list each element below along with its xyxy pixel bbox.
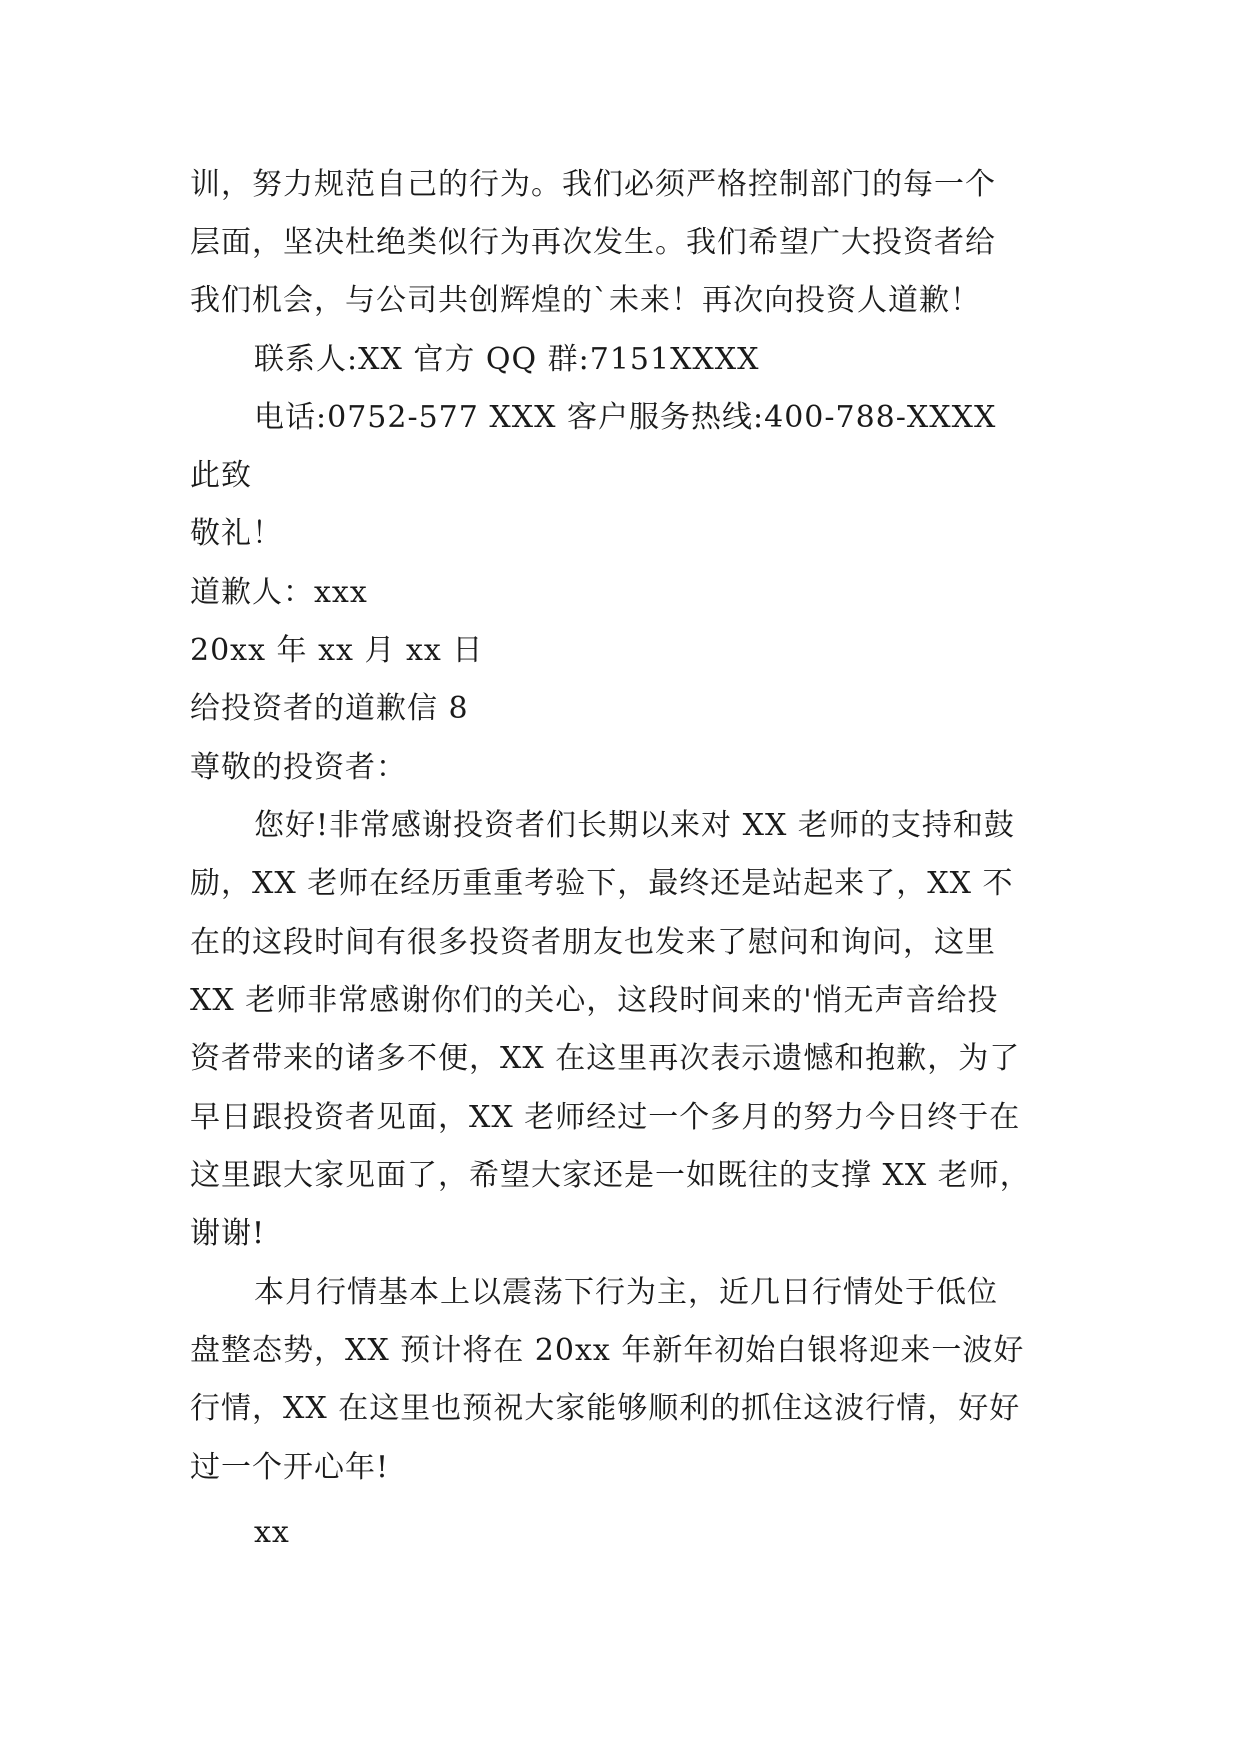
paragraph-2-line-3: 在的这段时间有很多投资者朋友也发来了慰问和询问，这里 (190, 925, 996, 960)
contact-line: 联系人:XX 官方 QQ 群:7151XXXX (254, 342, 760, 377)
paragraph-1-line-3: 我们机会，与公司共创辉煌的`未来！再次向投资人道歉！ (190, 283, 981, 318)
paragraph-2-line-6: 早日跟投资者见面，XX 老师经过一个多月的努力今日终于在 (190, 1100, 1021, 1135)
salutation: 尊敬的投资者： (190, 750, 407, 785)
apologizer-line: 道歉人：xxx (190, 575, 368, 610)
closing-salute: 敬礼！ (190, 516, 283, 551)
paragraph-2-line-8: 谢谢! (190, 1216, 266, 1251)
paragraph-1-line-1: 训，努力规范自己的行为。我们必须严格控制部门的每一个 (190, 167, 996, 202)
paragraph-2-line-2: 励，XX 老师在经历重重考验下，最终还是站起来了，XX 不 (190, 866, 1014, 901)
paragraph-3-line-2: 盘整态势，XX 预计将在 20xx 年新年初始白银将迎来一波好 (190, 1333, 1025, 1368)
paragraph-2-line-7: 这里跟大家见面了，希望大家还是一如既往的支撑 XX 老师， (190, 1158, 1031, 1193)
signature: xx (254, 1515, 290, 1550)
paragraph-3-line-4: 过一个开心年! (190, 1450, 390, 1485)
paragraph-3-line-3: 行情，XX 在这里也预祝大家能够顺利的抓住这波行情，好好 (190, 1391, 1021, 1426)
paragraph-2-line-1: 您好!非常感谢投资者们长期以来对 XX 老师的支持和鼓 (254, 808, 1015, 843)
phone-line: 电话:0752-577 XXX 客户服务热线:400-788-XXXX (254, 400, 997, 435)
paragraph-1-line-2: 层面，坚决杜绝类似行为再次发生。我们希望广大投资者给 (190, 225, 996, 260)
closing-greeting: 此致 (190, 458, 252, 493)
paragraph-2-line-4: XX 老师非常感谢你们的关心，这段时间来的'悄无声音给投 (190, 983, 999, 1018)
letter-title: 给投资者的道歉信 8 (190, 691, 469, 726)
paragraph-2-line-5: 资者带来的诸多不便，XX 在这里再次表示遗憾和抱歉，为了 (190, 1041, 1021, 1076)
paragraph-3-line-1: 本月行情基本上以震荡下行为主，近几日行情处于低位 (254, 1275, 998, 1310)
date-line: 20xx 年 xx 月 xx 日 (190, 633, 484, 668)
